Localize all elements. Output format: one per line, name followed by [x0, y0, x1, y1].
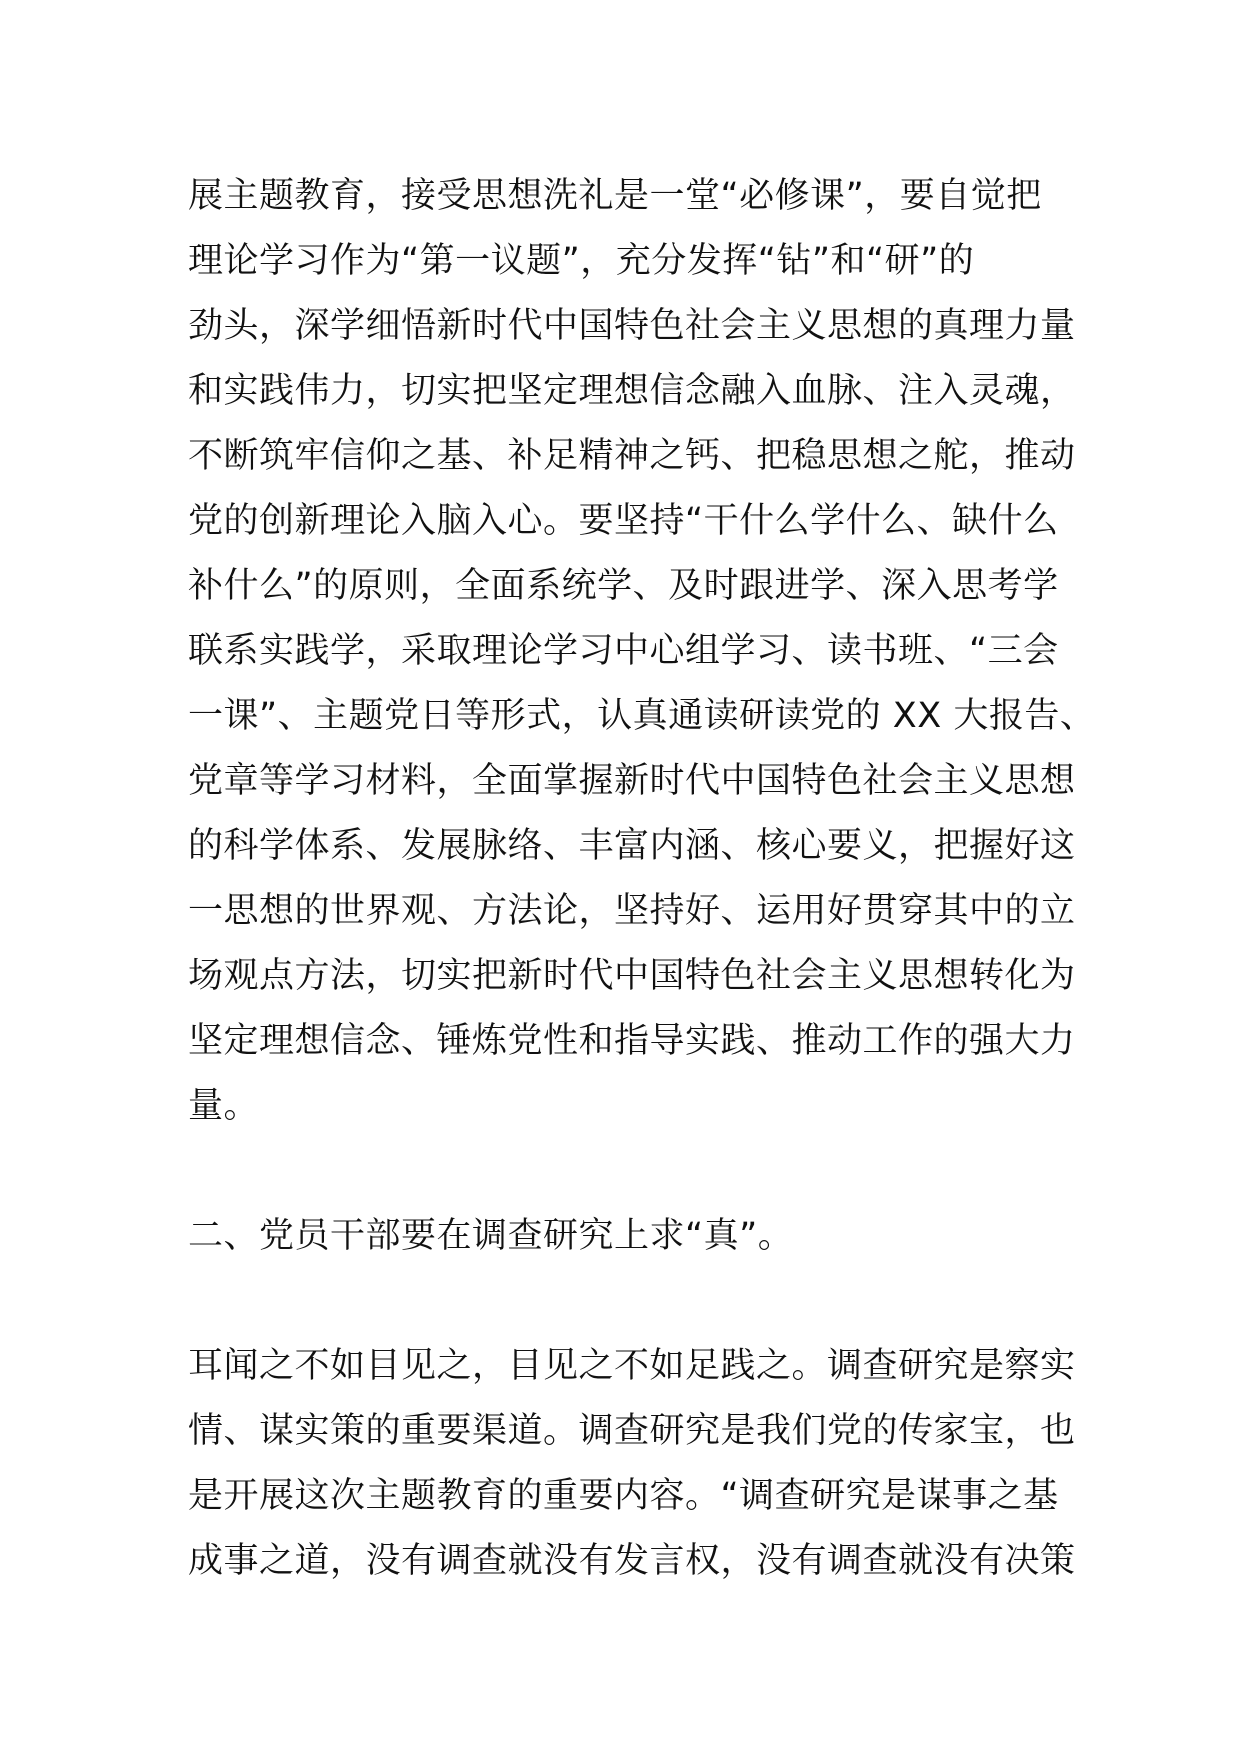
paragraph-line: 党章等学习材料，全面掌握新时代中国特色社会主义思想: [188, 761, 1076, 801]
paragraph-line: 耳闻之不如目见之，目见之不如足践之。调查研究是察实: [188, 1346, 1076, 1386]
section-heading-text: 二、党员干部要在调查研究上求“真”。: [188, 1216, 794, 1256]
paragraph-line: 展主题教育，接受思想洗礼是一堂“必修课”，要自觉把: [188, 176, 1042, 216]
paragraph-line: 情、谋实策的重要渠道。调查研究是我们党的传家宝，也: [188, 1411, 1076, 1451]
paragraph-line: 一课”、主题党日等形式，认真通读研读党的 XX 大报告、: [188, 696, 1096, 736]
paragraph-line: 不断筑牢信仰之基、补足精神之钙、把稳思想之舵，推动: [188, 436, 1076, 476]
paragraph-line: 联系实践学，采取理论学习中心组学习、读书班、“三会: [188, 631, 1059, 671]
paragraph-line: 坚定理想信念、锤炼党性和指导实践、推动工作的强大力: [188, 1021, 1076, 1061]
paragraph-line: 补什么”的原则，全面系统学、及时跟进学、深入思考学: [188, 566, 1059, 606]
paragraph-line: 成事之道，没有调查就没有发言权，没有调查就没有决策: [188, 1541, 1076, 1581]
paragraph-2: [188, 1334, 1076, 1594]
paragraph-spacer: [188, 1269, 1068, 1334]
paragraph-line: 和实践伟力，切实把坚定理想信念融入血脉、注入灵魂，: [188, 371, 1076, 411]
paragraph-line: 党的创新理论入脑入心。要坚持“干什么学什么、缺什么: [188, 501, 1059, 541]
paragraph-line: 理论学习作为“第一议题”，充分发挥“钻”和“研”的: [188, 241, 975, 281]
section-heading: [188, 1204, 1068, 1269]
paragraph-spacer: [188, 1139, 1068, 1204]
paragraph-line: 量。: [188, 1086, 260, 1126]
paragraph-line: 一思想的世界观、方法论，坚持好、运用好贯穿其中的立: [188, 891, 1076, 931]
paragraph-line: 劲头，深学细悟新时代中国特色社会主义思想的真理力量: [188, 306, 1076, 346]
document-page: [188, 164, 1096, 1594]
paragraph-line: 场观点方法，切实把新时代中国特色社会主义思想转化为: [188, 956, 1076, 996]
paragraph-1: [188, 164, 1096, 1139]
paragraph-line: 的科学体系、发展脉络、丰富内涵、核心要义，把握好这: [188, 826, 1076, 866]
paragraph-line: 是开展这次主题教育的重要内容。“调查研究是谋事之基: [188, 1476, 1059, 1516]
